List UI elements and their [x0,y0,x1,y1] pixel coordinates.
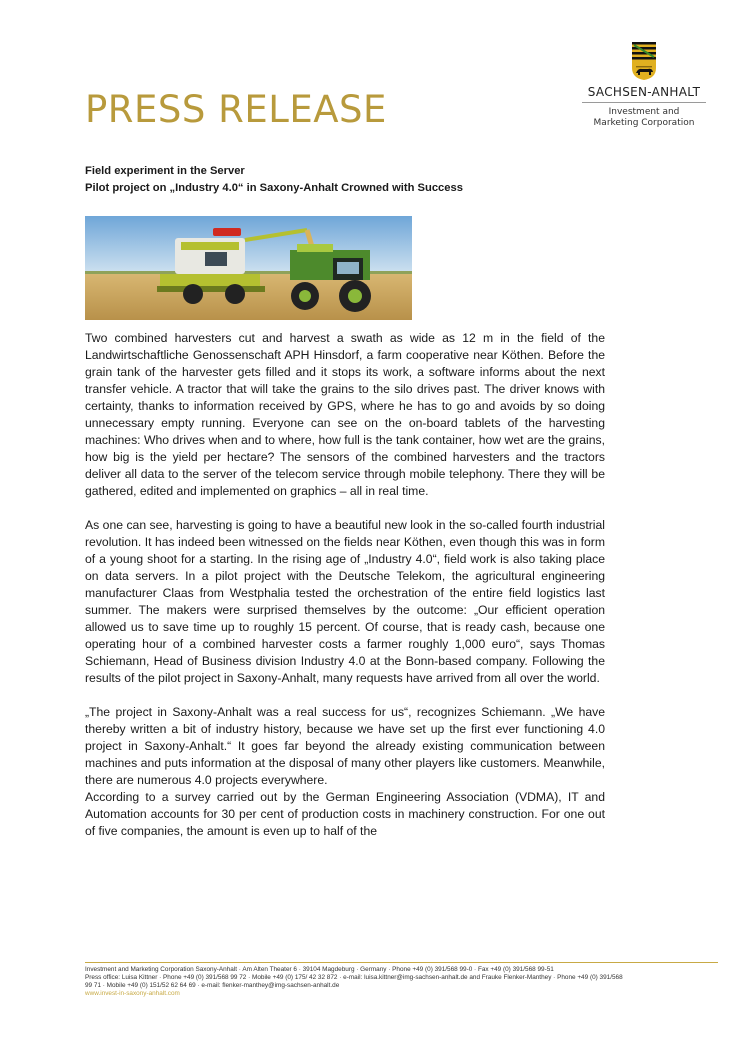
logo-subtitle-line-2: Marketing Corporation [593,118,695,128]
harvester-tractor-illustration [85,216,412,320]
footer [85,966,625,998]
paragraph-2: As one can see, harvesting is going to have a beautiful new look in the so-called fourth industrial revolution. It has indeed been witnessed on the fields near Köthen, even though this was in form of a young shoot for a starting. In the rising age of „Industry 4.0“, field work is also taking place on data servers. In a pilot project with the Deutsche Telekom, the agricultural engineering manufacturer Claas from Westphalia tested the orchestration of the entire field logistics last summer. The makers were surprised themselves by the outcome: „Our efficient operation allowed us to save time up to roughly 15 percent. Of course, that is ready cash, because one operating hour of a combined harvester costs a farmer roughly 1,000 euro“, says Thomas Schiemann, Head of Business division Industry 4.0 at the Bonn-based company. Following the results of the pilot project in Saxony-Anhalt, many requests have arrived from all over the world. [85,518,605,685]
logo-name: SACHSEN-ANHALT [582,85,706,103]
article-body [85,330,605,840]
paragraph-3: „The project in Saxony-Anhalt was a real success for us“, recognizes Schiemann. „We have thereby written a bit of industry history, because we have set up the first ever functioning 4.0 project in Saxony-Anhalt.“ It goes far beyond the already existing communication between machines and puts information at the disposal of many other players like customers. Meanwhile, there are numerous 4.0 projects everywhere. [85,705,605,787]
headline [85,163,463,197]
harvest-photo [85,216,412,320]
footer-press-office: Press office: Luisa Kittner · Phone +49 (0) 391/568 99 72 · Mobile +49 (0) 175/ 42 32 872 · e-mail: luisa.kittner@img-sachsen-anhalt.de and Frauke Flenker-Manthey · Phone +49 (0) 391/568 99 71 · Mobile +49 (0) 151/52 62 64 69 · e-mail: flenker-manthey@img-sachsen-anhalt.de [85,974,623,989]
headline-line-1: Field experiment in the Server [85,165,245,177]
paragraph-1: Two combined harvesters cut and harvest a swath as wide as 12 m in the field of the Landwirtschaftliche Genossenschaft APH Hinsdorf, a farm cooperative near Köthen. Before the grain tank of the harvester gets filled and it stops its work, a software informs about the next transfer vehicle. A tractor that will take the grains to the silo drives past. The driver knows with certainty, thanks to information received by GPS, where he has to go and avoids by so doing unnecessary empty running. Everyone can see on the on-board tablets of the harvesting machines: Who drives when and to where, how full is the tank container, how wet are the grains, how big is the yield per hectare? The sensors of the combined harvesters and the tractors deliver all data to the server of the telecom service through mobile telephony. There they will be gathered, edited and implemented on graphics – all in real time. [85,331,605,498]
logo-subtitle [578,107,710,129]
footer-website-link[interactable]: www.invest-in-saxony-anhalt.com [85,990,180,997]
logo-subtitle-line-1: Investment and [608,107,680,117]
footer-address: Investment and Marketing Corporation Saxony-Anhalt · Am Alten Theater 6 · 39104 Magdeburg · Germany · Phone +49 (0) 391/568 99-0 · Fax +49 (0) 391/568 99-51 [85,966,554,973]
headline-line-2: Pilot project on „Industry 4.0“ in Saxony-Anhalt Crowned with Success [85,182,463,194]
page-title: PRESS RELEASE [85,88,387,131]
coat-of-arms-icon [632,42,656,80]
footer-divider [85,962,718,963]
organization-logo [578,42,710,129]
paragraph-4: According to a survey carried out by the German Engineering Association (VDMA), IT and Automation accounts for 30 per cent of production costs in machinery construction. For one out of five companies, the amount is even up to half of the [85,790,605,838]
